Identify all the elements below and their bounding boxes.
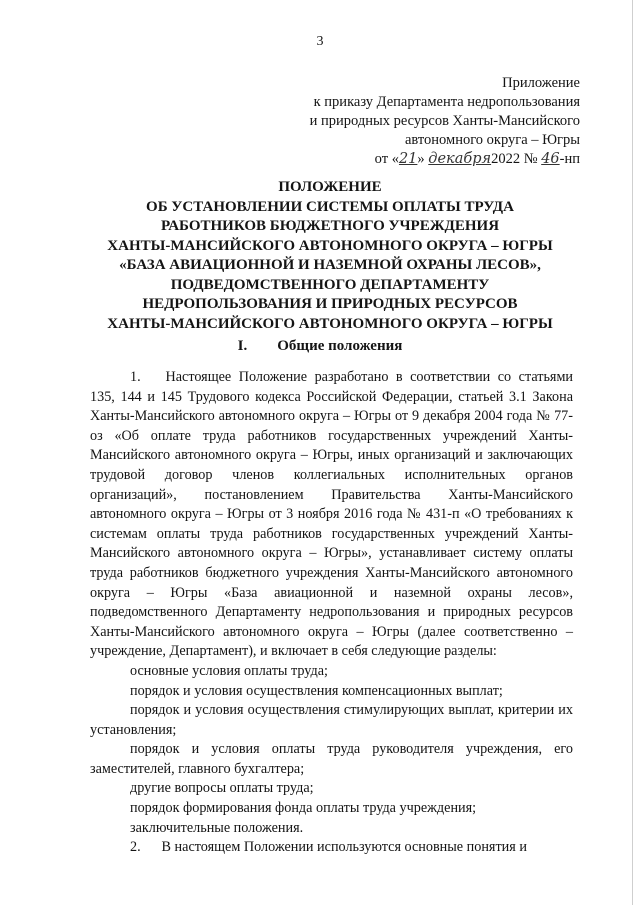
- handwritten-day: 21: [398, 151, 418, 167]
- appendix-region: автономного округа – Югры: [404, 132, 580, 148]
- paragraph-number: 1.: [130, 369, 141, 385]
- order-suffix: -нп: [559, 151, 580, 167]
- paragraph-2: [90, 838, 573, 858]
- title-line: «БАЗА АВИАЦИОННОЙ И НАЗЕМНОЙ ОХРАНЫ ЛЕСОВ»,: [119, 257, 541, 273]
- date-prefix: от «: [374, 151, 399, 167]
- appendix-label: Приложение: [502, 75, 580, 91]
- appendix-order-ref: к приказу Департамента недропользования: [313, 94, 580, 110]
- scan-edge-line: [632, 0, 633, 905]
- appendix-date-line: [220, 150, 580, 169]
- title-line: РАБОТНИКОВ БЮДЖЕТНОГО УЧРЕЖДЕНИЯ: [160, 218, 500, 234]
- section-heading: [0, 338, 640, 355]
- list-item: порядок и условия оплаты труда руководителя учреждения, его заместителей, главного бухгалтера;: [90, 741, 573, 777]
- title-line: ХАНТЫ-МАНСИЙСКОГО АВТОНОМНОГО ОКРУГА – ЮГРЫ: [107, 315, 553, 332]
- paragraph-text: В настоящем Положении используются основные понятия и: [161, 839, 527, 856]
- title-line: ОБ УСТАНОВЛЕНИИ СИСТЕМЫ ОПЛАТЫ ТРУДА: [146, 198, 514, 215]
- paragraph-number: 2.: [130, 839, 141, 856]
- appendix-department: и природных ресурсов Ханты-Мансийского: [309, 113, 580, 129]
- title-line: НЕДРОПОЛЬЗОВАНИЯ И ПРИРОДНЫХ РЕСУРСОВ: [142, 296, 518, 312]
- list-item: основные условия оплаты труда;: [130, 662, 328, 679]
- title-line: ПОЛОЖЕНИЕ: [278, 179, 382, 195]
- section-number: I.: [237, 338, 248, 354]
- paragraph-text: Настоящее Положение разработано в соответствии со статьями 135, 144 и 145 Трудового кодекса Российской Федерации, статьей 3.1 Закона Ханты-Мансийского автономного округа – Югры от 9 декабря 2004 года № 77-оз «Об оплате труда работников государственных учреждений Ханты-Мансийского автономного округа – Югры, иных организаций и заключающих трудовой договор членов коллегиальных исполнительных органов организаций», постановлением Правительства Ханты-Мансийского автономного округа – Югры от 3 ноября 2016 года № 431-п «О требованиях к системам оплаты труда работников государственных учреждений Ханты-Мансийского автономного округа – Югры», устанавливает систему оплаты труда работников бюджетного учреждения Ханты-Мансийского автономного округа – Югры «База авиационной и наземной охраны лесов», подведомственного Департаменту недропользования и природных ресурсов Ханты-Мансийского автономного округа – Югры (далее соответственно – учреждение, Департамент), и включает в себя следующие разделы:: [90, 369, 574, 660]
- appendix-header: [220, 74, 580, 169]
- list-item: порядок формирования фонда оплаты труда учреждения;: [130, 800, 477, 817]
- paragraph-1: [90, 368, 573, 662]
- title-line: ПОДВЕДОМСТВЕННОГО ДЕПАРТАМЕНТУ: [170, 276, 490, 293]
- document-title: [80, 178, 580, 334]
- document-body: [90, 368, 573, 858]
- handwritten-order-number: 46: [541, 151, 560, 167]
- year-number: 2022 №: [491, 151, 538, 167]
- section-title: Общие положения: [277, 338, 403, 354]
- page-number: 3: [316, 34, 324, 49]
- list-item: порядок и условия осуществления стимулирующих выплат, критерии их установления;: [90, 702, 573, 738]
- handwritten-month: декабря: [428, 151, 492, 167]
- date-sep: »: [417, 151, 425, 167]
- list-item: другие вопросы оплаты труда;: [130, 780, 314, 797]
- list-item: заключительные положения.: [130, 819, 304, 836]
- list-item: порядок и условия осуществления компенсационных выплат;: [130, 682, 503, 699]
- title-line: ХАНТЫ-МАНСИЙСКОГО АВТОНОМНОГО ОКРУГА – ЮГРЫ: [107, 237, 553, 254]
